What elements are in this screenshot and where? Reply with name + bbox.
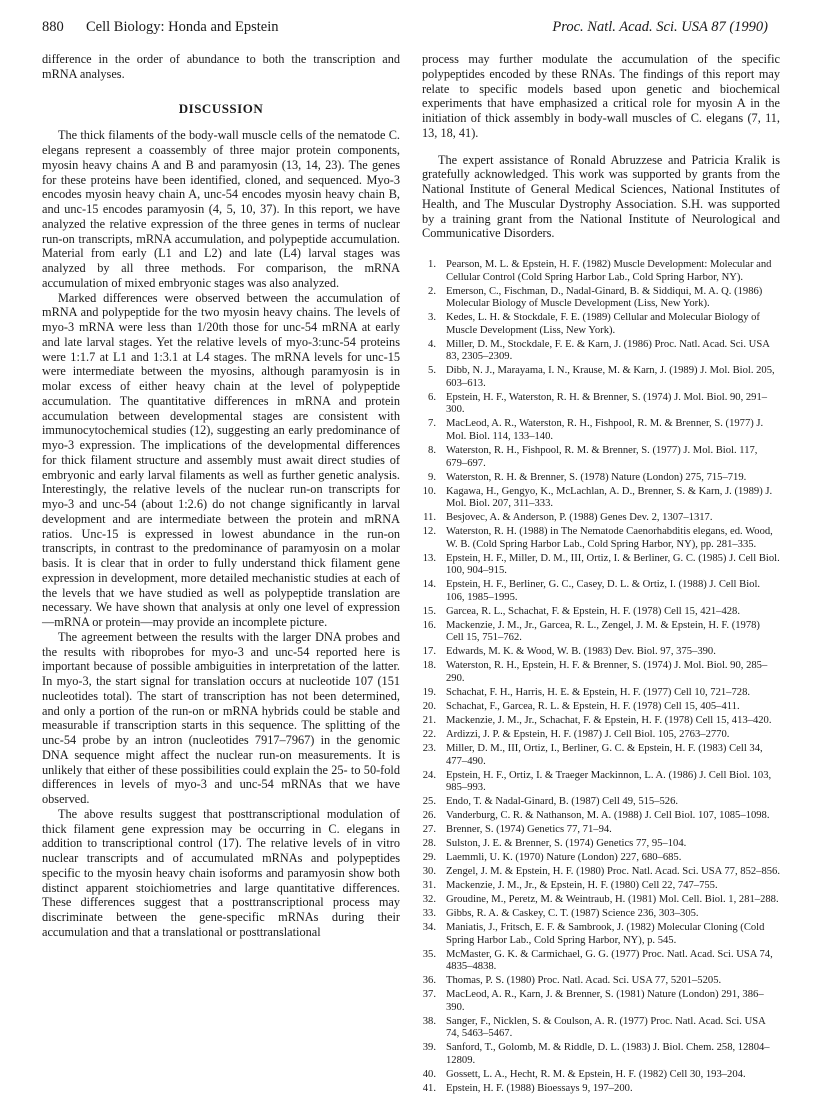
reference-item [422, 701, 780, 714]
reference-text: Waterston, R. H. (1988) in The Nematode Caenorhabditis elegans, ed. Wood, W. B. (Cold Spring Harbor Lab., Cold Spring Harbor, NY), pp. 281–335. [446, 526, 773, 550]
reference-number: 19. [422, 687, 436, 699]
reference-number: 36. [422, 975, 436, 987]
reference-text: Kagawa, H., Gengyo, K., McLachlan, A. D., Brenner, S. & Karn, J. (1989) J. Mol. Biol. 207, 311–333. [446, 485, 773, 510]
reference-item [422, 445, 780, 470]
reference-item [422, 1016, 780, 1041]
reference-item [422, 908, 780, 921]
reference-text: Endo, T. & Nadal-Ginard, B. (1987) Cell 49, 515–526. [446, 796, 679, 808]
discussion-heading: DISCUSSION [178, 100, 264, 116]
reference-text: Sulston, J. E. & Brenner, S. (1974) Genetics 77, 95–104. [446, 838, 687, 850]
reference-number: 12. [422, 526, 436, 538]
reference-text: Groudine, M., Peretz, M. & Weintraub, H. (1981) Mol. Cell. Biol. 1, 281–288. [446, 894, 779, 906]
reference-item [422, 715, 780, 728]
reference-number: 25. [422, 796, 436, 808]
reference-item [422, 486, 780, 511]
reference-number: 9. [428, 471, 436, 483]
reference-text: Miller, D. M., Stockdale, F. E. & Karn, J. (1986) Proc. Natl. Acad. Sci. USA 83, 2305–2309. [446, 338, 770, 363]
reference-item [422, 922, 780, 947]
reference-text: Garcea, R. L., Schachat, F. & Epstein, H. F. (1978) Cell 15, 421–428. [446, 605, 740, 617]
reference-text: Miller, D. M., III, Ortiz, I., Berliner, G. C. & Epstein, H. F. (1983) Cell 34, 477–490. [446, 742, 763, 767]
reference-item [422, 418, 780, 443]
reference-number: 5. [428, 365, 436, 377]
reference-number: 35. [422, 948, 436, 960]
reference-list [422, 259, 780, 1095]
discussion-paragraph-4: The above results suggest that posttranscriptional modulation of thick filament gene expression may be occurring in C. elegans in addition to transcriptional control (17). The relative levels of in vitro nuclear transcripts and of accumulated mRNAs and polypeptides specific to the myosin heavy chain isoforms and paramyosin show both distinct apparent stoichiometries and large quantitative differences. These differences suggest that a posttranscriptional process may discriminate between the gene-specific mRNAs during their accumulation and that a translational or posttranslational [42, 806, 400, 939]
reference-item [422, 526, 780, 551]
discussion-paragraph-1: The thick filaments of the body-wall muscle cells of the nematode C. elegans represent a coassembly of three major protein components, myosin heavy chains A and B and paramyosin (13, 14, 23). The genes for these proteins have been identified, cloned, and sequenced. Myo-3 encodes myosin heavy chain A, unc-54 encodes myosin heavy chain B, and unc-15 encodes paramyosin (4, 5, 10, 37). In this report, we have analyzed the relative expression of the three genes in terms of nuclear run-on transcripts, mRNA accumulation, and polypeptide accumulation. Material from early (L1 and L2) and late (L4) larval stages was analyzed by all three methods. For comparison, the mRNA accumulation of mixed embryonic stages was also analyzed. [42, 128, 400, 290]
reference-text: Edwards, M. K. & Wood, W. B. (1983) Dev. Biol. 97, 375–390. [446, 646, 716, 658]
reference-item [422, 472, 780, 485]
reference-text: Epstein, H. F., Ortiz, I. & Traeger Mackinnon, L. A. (1986) J. Cell Biol. 103, 985–993. [446, 769, 772, 794]
reference-text: Ardizzi, J. P. & Epstein, H. F. (1987) J. Cell Biol. 105, 2763–2770. [446, 728, 730, 740]
reference-text: Waterston, R. H., Fishpool, R. M. & Brenner, S. (1977) J. Mol. Biol. 117, 679–697. [446, 445, 758, 469]
reference-item [422, 1083, 780, 1096]
reference-number: 40. [422, 1068, 436, 1080]
carryover-paragraph-right: process may further modulate the accumulation of the specific polypeptides encoded by these RNAs. The findings of this report may relate to specific models based upon genetic and biochemical experiments that have emphasized a critical role for myosin A in the initiation of thick assembly in body-wall muscles of C. elegans (7, 11, 13, 18, 41). [422, 52, 780, 140]
reference-text: Zengel, J. M. & Epstein, H. F. (1980) Proc. Natl. Acad. Sci. USA 77, 852–856. [446, 866, 781, 878]
reference-item [422, 365, 780, 390]
reference-number: 13. [422, 552, 436, 564]
reference-text: Mackenzie, J. M., Jr., & Epstein, H. F. (1980) Cell 22, 747–755. [446, 880, 718, 892]
reference-number: 22. [422, 728, 436, 740]
reference-text: Dibb, N. J., Marayama, I. N., Krause, M. & Karn, J. (1989) J. Mol. Biol. 205, 603–613. [446, 365, 775, 389]
reference-text: Epstein, H. F., Waterston, R. H. & Brenner, S. (1974) J. Mol. Biol. 90, 291–300. [446, 391, 768, 416]
reference-item [422, 729, 780, 742]
reference-text: Epstein, H. F., Berliner, G. C., Casey, D. L. & Ortiz, I. (1988) J. Cell Biol. 106, 1985–1995. [446, 579, 761, 603]
reference-item [422, 660, 780, 685]
acknowledgment-paragraph: The expert assistance of Ronald Abruzzese and Patricia Kralik is gratefully acknowledged. This work was supported by grants from the National Institute of General Medical Sciences, National Institutes of Health, and The Muscular Dystrophy Association. S.H. was supported by a training grant from the National Institute of Neurological and Communicative Disorders. [422, 152, 780, 241]
reference-item [422, 852, 780, 865]
reference-item [422, 866, 780, 879]
reference-item [422, 743, 780, 768]
reference-item [422, 894, 780, 907]
reference-number: 14. [422, 579, 436, 591]
reference-item [422, 553, 780, 578]
reference-item [422, 512, 780, 525]
reference-text: Maniatis, J., Fritsch, E. F. & Sambrook, J. (1982) Molecular Cloning (Cold Spring Harbor Lab., Cold Spring Harbor, NY), p. 545. [446, 921, 765, 946]
reference-item [422, 392, 780, 417]
reference-number: 11. [423, 512, 436, 524]
reference-text: Besjovec, A. & Anderson, P. (1988) Genes Dev. 2, 1307–1317. [446, 512, 713, 524]
reference-number: 38. [422, 1015, 436, 1027]
reference-text: Emerson, C., Fischman, D., Nadal-Ginard, B. & Siddiqui, M. A. Q. (1986) Molecular Biology of Muscle Development (Liss, New York). [446, 285, 763, 310]
reference-text: Mackenzie, J. M., Jr., Schachat, F. & Epstein, H. F. (1978) Cell 15, 413–420. [446, 715, 772, 726]
reference-number: 4. [428, 338, 436, 350]
reference-text: Schachat, F. H., Harris, H. E. & Epstein, H. F. (1977) Cell 10, 721–728. [446, 687, 751, 699]
reference-number: 15. [422, 605, 436, 617]
reference-number: 30. [422, 866, 436, 878]
reference-number: 10. [422, 485, 436, 497]
reference-number: 41. [422, 1082, 436, 1094]
reference-number: 6. [428, 391, 436, 403]
reference-text: Thomas, P. S. (1980) Proc. Natl. Acad. Sci. USA 77, 5201–5205. [446, 975, 722, 987]
reference-text: Mackenzie, J. M., Jr., Garcea, R. L., Zengel, J. M. & Epstein, H. F. (1978) Cell 15, 751–762. [446, 619, 760, 644]
page-header [42, 19, 768, 43]
reference-item [422, 796, 780, 809]
reference-text: Brenner, S. (1974) Genetics 77, 71–94. [446, 824, 612, 836]
discussion-paragraph-3: The agreement between the results with the larger DNA probes and the results with riboprobes for myo-3 and unc-54 reported here is important because of possible ambiguities in interpretation of the latter. In myo-3, the start signal for translation occurs at nucleotide 107 (151 nucleotides total). The start of transcription has not been determined, and only a portion of the run-on or mRNA hybrids could be stable and measurable if transcription starts in this sequence. The splitting of the unc-54 probe by an intron (nucleotides 7917–7967) in the genomic DNA sequence might affect the nuclear run-on measurements. It is unlikely that either of these possibilities could explain the 25- to 50-fold differences in levels of myo-3 and unc-54 mRNAs that we have observed. [42, 629, 400, 806]
reference-number: 2. [428, 285, 436, 297]
reference-number: 24. [422, 769, 436, 781]
reference-number: 33. [422, 908, 436, 919]
reference-item [422, 312, 780, 337]
reference-text: Kedes, L. H. & Stockdale, F. E. (1989) Cellular and Molecular Biology of Muscle Development (Liss, New York). [446, 312, 760, 336]
journal-citation: Proc. Natl. Acad. Sci. USA 87 (1990) [552, 19, 768, 35]
reference-text: Epstein, H. F. (1988) Bioessays 9, 197–200. [446, 1082, 633, 1094]
reference-text: Gossett, L. A., Hecht, R. M. & Epstein, H. F. (1982) Cell 30, 193–204. [446, 1068, 746, 1080]
reference-item [422, 579, 780, 604]
reference-item [422, 838, 780, 851]
reference-item [422, 770, 780, 795]
reference-number: 16. [422, 619, 436, 631]
reference-number: 29. [422, 852, 436, 864]
reference-item [422, 606, 780, 619]
reference-text: Vanderburg, C. R. & Nathanson, M. A. (1988) J. Cell Biol. 107, 1085–1098. [446, 810, 770, 822]
reference-number: 27. [422, 824, 436, 836]
right-column [422, 52, 780, 1097]
reference-number: 31. [422, 880, 436, 892]
reference-item [422, 989, 780, 1014]
reference-number: 17. [422, 646, 436, 658]
carryover-paragraph: difference in the order of abundance to both the transcription and mRNA analyses. [42, 52, 400, 81]
reference-text: Epstein, H. F., Miller, D. M., III, Ortiz, I. & Berliner, G. C. (1985) J. Cell Biol. 100, 904–915. [446, 552, 780, 577]
reference-number: 3. [428, 312, 436, 324]
reference-number: 7. [428, 418, 436, 430]
reference-item [422, 646, 780, 659]
reference-item [422, 339, 780, 364]
reference-text: Waterston, R. H., Epstein, H. F. & Brenner, S. (1974) J. Mol. Biol. 90, 285–290. [446, 660, 768, 685]
discussion-paragraph-2: Marked differences were observed between the accumulation of mRNA and polypeptide for the two myosin heavy chains. The levels of myo-3 mRNA were less than 1/20th those for unc-54 mRNA at early and late larval stages. Yet the relative levels of myo-3:unc-54 proteins were 1:1.7 at L1 and 1:3.1 at L4 stages. The mRNA levels for unc-15 were intermediate between the myosins, although paramyosin is in molar excess of either heavy chain at the level of polypeptide accumulation. The quantitative differences in mRNA and protein accumulation between developmental stages are consistent with immunocytochemical studies (12), suggesting an early predominance of myo-3 expression. The implications of the developmental differences for thick filament structure and assembly must await direct studies of embryonic and early larval filaments as well as further genetic analysis. Interestingly, the relative levels of the nuclear run-on transcripts for myo-3 and unc-54 (about 1:2.6) do not change significantly in larval development and are intermediate between the protein and mRNA ratios. Unc-15 is expressed in lowest abundance in the run-on transcripts, in contrast to the predominance of paramyosin on a molar basis. It is clear that in order to fully understand thick filament gene expression in development, more detailed mechanistic studies at each of the levels that we have studied as well as polypeptide translation are necessary. We have shown that analysis at only one level of expression—mRNA or protein—may provide an incomplete picture. [42, 290, 400, 629]
reference-number: 39. [422, 1042, 436, 1054]
reference-item [422, 1069, 780, 1082]
reference-item [422, 949, 780, 974]
reference-text: McMaster, G. K. & Carmichael, G. G. (1977) Proc. Natl. Acad. Sci. USA 74, 4835–4838. [446, 948, 773, 973]
reference-text: Gibbs, R. A. & Caskey, C. T. (1987) Science 236, 303–305. [446, 908, 699, 919]
reference-item [422, 824, 780, 837]
reference-item [422, 687, 780, 700]
reference-item [422, 1042, 780, 1067]
reference-item [422, 620, 780, 645]
reference-text: Pearson, M. L. & Epstein, H. F. (1982) Muscle Development: Molecular and Cellular Control (Cold Spring Harbor Lab., Cold Spring Harbor, NY). [446, 259, 772, 283]
reference-text: MacLeod, A. R., Karn, J. & Brenner, S. (1981) Nature (London) 291, 386–390. [446, 989, 764, 1013]
page-number: 880 [42, 19, 64, 35]
reference-text: Schachat, F., Garcea, R. L. & Epstein, H. F. (1978) Cell 15, 405–411. [446, 701, 740, 713]
reference-number: 23. [422, 742, 436, 754]
reference-text: Sanger, F., Nicklen, S. & Coulson, A. R. (1977) Proc. Natl. Acad. Sci. USA 74, 5463–5467. [446, 1015, 766, 1040]
reference-number: 21. [422, 715, 436, 726]
reference-number: 34. [422, 921, 436, 933]
reference-number: 26. [422, 810, 436, 822]
reference-number: 8. [428, 445, 436, 457]
reference-item [422, 810, 780, 823]
reference-number: 18. [422, 660, 436, 672]
reference-number: 28. [422, 838, 436, 850]
reference-text: Sanford, T., Golomb, M. & Riddle, D. L. (1983) J. Biol. Chem. 258, 12804–12809. [446, 1042, 770, 1066]
reference-text: Waterston, R. H. & Brenner, S. (1978) Nature (London) 275, 715–719. [446, 471, 747, 483]
reference-text: MacLeod, A. R., Waterston, R. H., Fishpool, R. M. & Brenner, S. (1977) J. Mol. Biol. 114, 133–140. [446, 418, 764, 443]
reference-item [422, 975, 780, 988]
reference-text: Laemmli, U. K. (1970) Nature (London) 227, 680–685. [446, 852, 682, 864]
reference-item [422, 286, 780, 311]
reference-item [422, 880, 780, 893]
reference-number: 20. [422, 701, 436, 713]
section-running-head: Cell Biology: Honda and Epstein [86, 19, 279, 35]
reference-number: 37. [422, 989, 436, 1001]
left-column [42, 52, 400, 940]
reference-number: 1. [428, 259, 436, 270]
reference-number: 32. [422, 894, 436, 906]
reference-item [422, 259, 780, 284]
